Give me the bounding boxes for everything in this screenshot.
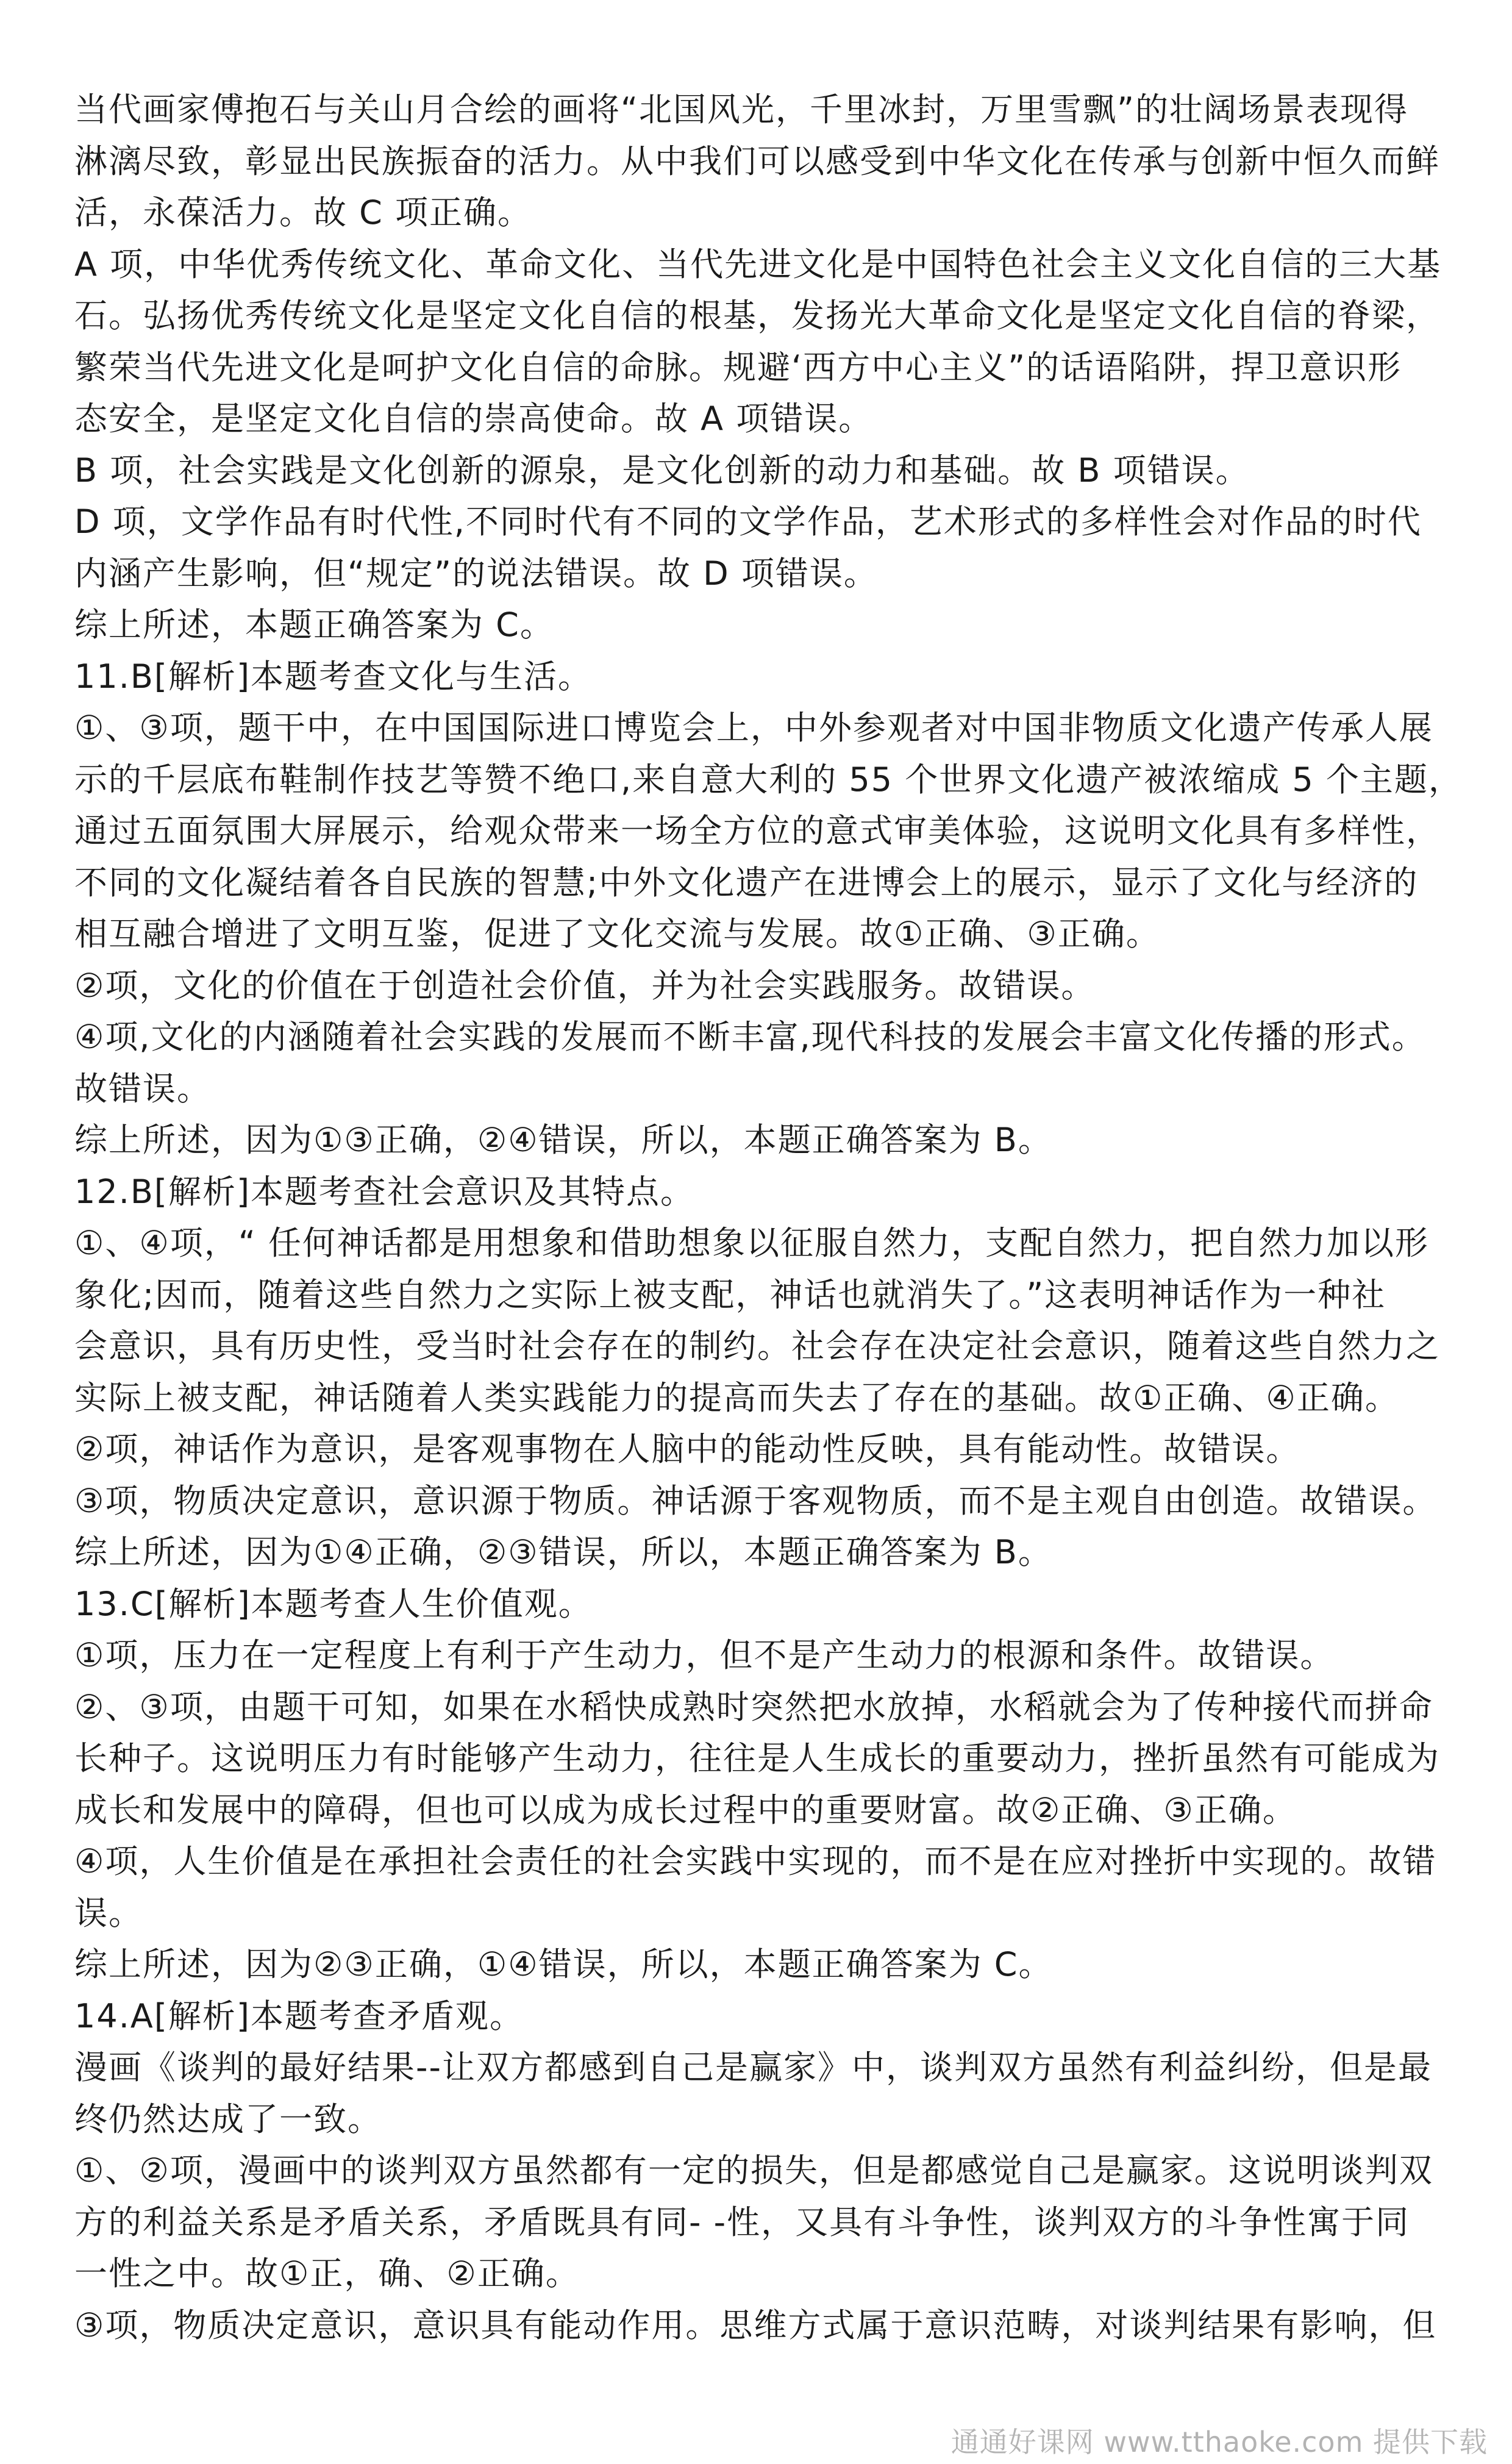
- text-line: A 项，中华优秀传统文化、革命文化、当代先进文化是中国特色社会主义文化自信的三大基: [74, 245, 1442, 284]
- text-line: ③项，物质决定意识，意识具有能动作用。思维方式属于意识范畴，对谈判结果有影响，但: [74, 2305, 1437, 2344]
- text-line: ④项,文化的内涵随着社会实践的发展而不断丰富,现代科技的发展会丰富文化传播的形式。: [74, 1018, 1426, 1056]
- text-line: 漫画《谈判的最好结果--让双方都感到自己是赢家》中，谈判双方虽然有利益纠纷，但是最: [74, 2048, 1432, 2087]
- text-line: 长种子。这说明压力有时能够产生动力，往往是人生成长的重要动力，挫折虽然有可能成为: [74, 1739, 1440, 1777]
- text-line: 内涵产生影响，但“规定”的说法错误。故 D 项错误。: [74, 554, 878, 593]
- text-line: 方的利益关系是矛盾关系，矛盾既具有同- -性，又具有斗争性，谈判双方的斗争性寓于同: [74, 2202, 1410, 2241]
- text-line: 会意识，具有历史性，受当时社会存在的制约。社会存在决定社会意识，随着这些自然力之: [74, 1327, 1440, 1365]
- text-line: 活，永葆活力。故 C 项正确。: [74, 193, 532, 232]
- text-line: ③项，物质决定意识，意识源于物质。神话源于客观物质，而不是主观自由创造。故错误。: [74, 1481, 1437, 1520]
- text-line: B 项，社会实践是文化创新的源泉，是文化创新的动力和基础。故 B 项错误。: [74, 451, 1250, 490]
- text-line: 终仍然达成了一致。: [74, 2099, 382, 2138]
- watermark-text: 通通好课网 www.tthaoke.com 提供下载: [950, 2426, 1488, 2459]
- text-line: ①、③项，题干中，在中国国际进口博览会上，中外参观者对中国非物质文化遗产传承人展: [74, 709, 1433, 747]
- text-line: 一性之中。故①正，确、②正确。: [74, 2254, 580, 2293]
- text-line: 14.A[解析]本题考查矛盾观。: [74, 1996, 524, 2035]
- text-line: 综上所述，因为②③正确，①④错误，所以，本题正确答案为 C。: [74, 1945, 1053, 1984]
- text-line: 态安全，是坚定文化自信的崇高使命。故 A 项错误。: [74, 399, 873, 438]
- document-body: [74, 84, 1463, 2351]
- text-line: 不同的文化凝结着各自民族的智慧;中外文化遗产在进博会上的展示，显示了文化与经济的: [74, 863, 1419, 902]
- text-line: ①项，压力在一定程度上有利于产生动力，但不是产生动力的根源和条件。故错误。: [74, 1636, 1335, 1674]
- text-line: 13.C[解析]本题考查人生价值观。: [74, 1584, 593, 1623]
- text-line: 繁荣当代先进文化是呵护文化自信的命脉。规避‘西方中心主义”的话语陷阱，捍卫意识形: [74, 348, 1402, 387]
- text-line: 示的千层底布鞋制作技艺等赞不绝口,来自意大利的 55 个世界文化遗产被浓缩成 5 个主题，: [74, 760, 1463, 799]
- text-line: 象化;因而，随着这些自然力之实际上被支配，神话也就消失了。”这表明神话作为一种社: [74, 1275, 1386, 1314]
- text-line: 综上所述，因为①④正确，②③错误，所以，本题正确答案为 B。: [74, 1533, 1052, 1571]
- text-line: ④项，人生价值是在承担社会责任的社会实践中实现的，而不是在应对挫折中实现的。故错: [74, 1842, 1437, 1880]
- text-line: 石。弘扬优秀传统文化是坚定文化自信的根基，发扬光大革命文化是坚定文化自信的脊梁，: [74, 296, 1440, 335]
- text-line: 故错误。: [74, 1069, 211, 1108]
- text-line: 淋漓尽致，彰显出民族振奋的活力。从中我们可以感受到中华文化在传承与创新中恒久而鲜: [74, 141, 1440, 180]
- text-line: ②、③项，由题干可知，如果在水稻快成熟时突然把水放掉，水稻就会为了传种接代而拼命: [74, 1687, 1433, 1726]
- text-line: 实际上被支配，神话随着人类实践能力的提高而失去了存在的基础。故①正确、④正确。: [74, 1378, 1399, 1417]
- text-line: 11.B[解析]本题考查文化与生活。: [74, 657, 593, 696]
- text-line: ②项，神话作为意识，是客观事物在人脑中的能动性反映，具有能动性。故错误。: [74, 1430, 1300, 1468]
- text-line: 成长和发展中的障碍，但也可以成为成长过程中的重要财富。故②正确、③正确。: [74, 1790, 1297, 1829]
- text-line: D 项，文学作品有时代性,不同时代有不同的文学作品，艺术形式的多样性会对作品的时代: [74, 502, 1422, 541]
- text-line: 12.B[解析]本题考查社会意识及其特点。: [74, 1172, 695, 1211]
- text-line: 通过五面氛围大屏展示，给观众带来一场全方位的意式审美体验，这说明文化具有多样性，: [74, 812, 1440, 850]
- text-line: ①、④项，“ 任何神话都是用想象和借助想象以征服自然力，支配自然力，把自然力加以形: [74, 1224, 1429, 1262]
- text-line: 相互融合增进了文明互鉴，促进了文化交流与发展。故①正确、③正确。: [74, 915, 1160, 953]
- text-line: ①、②项，漫画中的谈判双方虽然都有一定的损失，但是都感觉自己是赢家。这说明谈判双: [74, 2151, 1433, 2190]
- text-line: 综上所述，因为①③正确，②④错误，所以，本题正确答案为 B。: [74, 1121, 1052, 1159]
- text-line: 误。: [74, 1893, 143, 1932]
- text-line: 当代画家傅抱石与关山月合绘的画将“北国风光，千里冰封，万里雪飘”的壮阔场景表现得: [74, 90, 1408, 129]
- text-line: 综上所述，本题正确答案为 C。: [74, 605, 554, 644]
- text-line: ②项，文化的价值在于创造社会价值，并为社会实践服务。故错误。: [74, 966, 1096, 1005]
